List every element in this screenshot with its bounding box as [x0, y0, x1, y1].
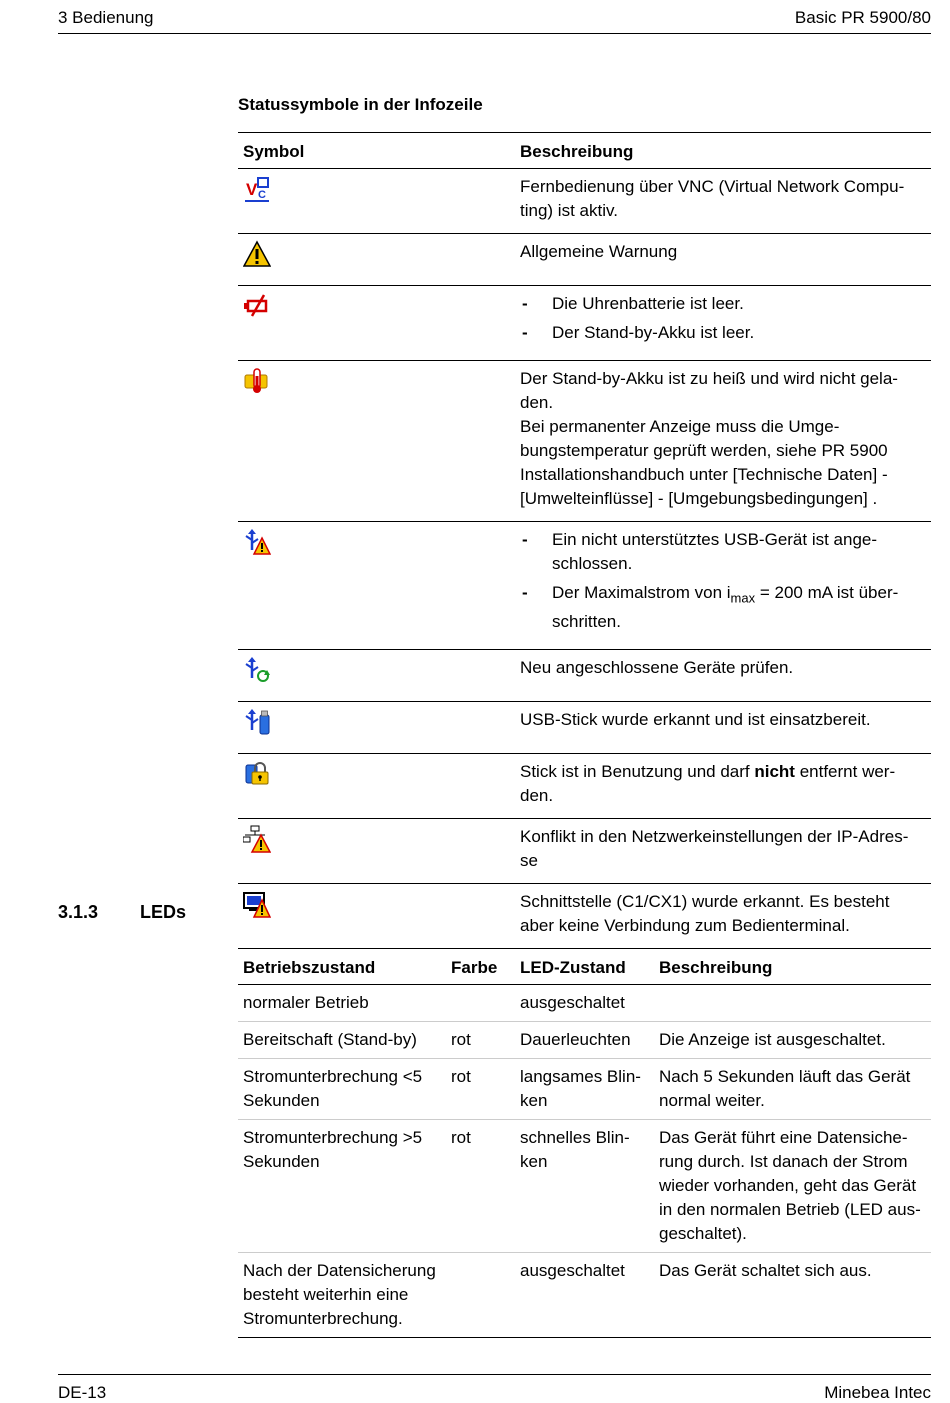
cell-color — [446, 1253, 515, 1338]
section-heading — [58, 902, 186, 923]
terminal-warning-icon — [243, 890, 271, 918]
cell-description: Nach 5 Sekunden läuft das Gerät normal weiter. — [659, 1067, 911, 1110]
page-number: DE-13 — [58, 1383, 107, 1402]
cell-description: Das Gerät führt eine Datensiche-rung durch. Ist danach der Strom wieder vorhanden, geht das Gerät in den normalen Betrieb (LED aus-geschaltet). — [659, 1128, 921, 1243]
section-number: 3.1.3 — [58, 902, 99, 922]
table-row — [238, 1022, 931, 1059]
col-header-state: Betriebszustand — [243, 958, 376, 977]
page-footer — [58, 1374, 931, 1402]
cell-state: Stromunterbrechung >5 Sekunden — [243, 1128, 423, 1171]
usb-stick-icon — [243, 708, 271, 736]
page-header — [58, 0, 931, 34]
network-warning-icon — [243, 825, 271, 853]
svg-text:C: C — [258, 189, 266, 201]
list-item: - Der Stand-by-Akku ist leer. — [520, 321, 926, 345]
row-description: Stick ist in Benutzung und darf nicht entfernt wer-den. — [520, 762, 896, 806]
col-header-color: Farbe — [451, 958, 498, 977]
cell-state: Bereitschaft (Stand-by) — [243, 1030, 417, 1049]
bullet-list — [520, 528, 926, 634]
table-row — [238, 361, 931, 522]
col-header-symbol: Symbol — [243, 142, 305, 161]
table-row — [238, 522, 931, 650]
table-row — [238, 1120, 931, 1253]
row-description: USB-Stick wurde erkannt und ist einsatzbereit. — [520, 710, 871, 730]
cell-led-state: ausgeschaltet — [520, 993, 625, 1012]
table-row — [238, 819, 931, 884]
table-row — [238, 286, 931, 361]
footer-brand: Minebea Intec — [824, 1383, 931, 1402]
cell-color: rot — [451, 1128, 471, 1147]
table-row — [238, 169, 931, 234]
cell-description: Das Gerät schaltet sich aus. — [659, 1261, 872, 1280]
section-title: LEDs — [140, 902, 187, 922]
col-header-description: Beschreibung — [659, 958, 773, 977]
cell-color: rot — [451, 1030, 471, 1049]
header-product: Basic PR 5900/80 — [794, 8, 931, 27]
list-item: - Die Uhrenbatterie ist leer. — [520, 292, 926, 316]
list-item: - Ein nicht unterstütztes USB-Gerät ist ange-schlossen. — [520, 528, 926, 576]
col-header-led-state: LED-Zustand — [520, 958, 626, 977]
cell-description — [654, 985, 931, 1022]
cell-led-state: ausgeschaltet — [520, 1261, 625, 1280]
usb-lock-icon — [243, 760, 271, 788]
row-description: Konflikt in den Netzwerkeinstellungen der IP-Adres-se — [520, 827, 909, 871]
table-row — [238, 702, 931, 754]
row-description: Allgemeine Warnung — [520, 242, 678, 261]
header-chapter: 3 Bedienung — [58, 8, 154, 27]
row-description: Neu angeschlossene Geräte prüfen. — [520, 658, 794, 678]
col-header-description: Beschreibung — [520, 142, 634, 161]
battery-hot-icon — [243, 367, 271, 395]
table-header-row — [238, 133, 931, 169]
table-row — [238, 985, 931, 1022]
table-row — [238, 234, 931, 286]
vnc-icon — [243, 175, 271, 203]
usb-warning-icon — [243, 528, 271, 556]
led-table — [238, 948, 931, 1338]
cell-led-state: langsames Blin-ken — [520, 1067, 641, 1110]
table-row — [238, 884, 931, 949]
usb-check-icon — [243, 656, 271, 684]
row-description: Der Stand-by-Akku ist zu heiß und wird nicht gela-den. Bei permanenter Anzeige muss die Umge-bungstemperatur geprüft werden, siehe PR 5900 Installationshandbuch unter [Technische Daten] - [Umwelteinflüsse] - [Umgebungsbedingungen] . — [520, 369, 898, 508]
cell-color: rot — [451, 1067, 471, 1086]
table-row — [238, 1253, 931, 1338]
cell-color — [446, 985, 515, 1022]
table-header-row — [238, 949, 931, 985]
cell-state: Nach der Datensicherung besteht weiterhin eine Stromunterbrechung. — [243, 1261, 436, 1328]
cell-state: Stromunterbrechung <5 Sekunden — [243, 1067, 423, 1110]
status-section-title: Statussymbole in der Infozeile — [238, 95, 483, 114]
row-description: Fernbedienung über VNC (Virtual Network Compu-ting) ist aktiv. — [520, 177, 905, 220]
table-row — [238, 650, 931, 702]
row-description: Schnittstelle (C1/CX1) wurde erkannt. Es besteht aber keine Verbindung zum Bedienterminal. — [520, 892, 890, 936]
cell-state: normaler Betrieb — [243, 993, 369, 1012]
cell-led-state: Dauerleuchten — [520, 1030, 631, 1049]
warning-icon — [243, 240, 271, 268]
table-row — [238, 1059, 931, 1120]
status-symbol-table — [238, 132, 931, 949]
bullet-list — [520, 292, 926, 345]
cell-description: Die Anzeige ist ausgeschaltet. — [659, 1030, 886, 1049]
table-row — [238, 754, 931, 819]
empty-battery-icon — [243, 292, 271, 320]
cell-led-state: schnelles Blin-ken — [520, 1128, 630, 1171]
list-item: - Der Maximalstrom von $i_{max} = 200$ mA ist über-schritten. — [520, 581, 926, 634]
svg-text:V: V — [246, 180, 258, 199]
